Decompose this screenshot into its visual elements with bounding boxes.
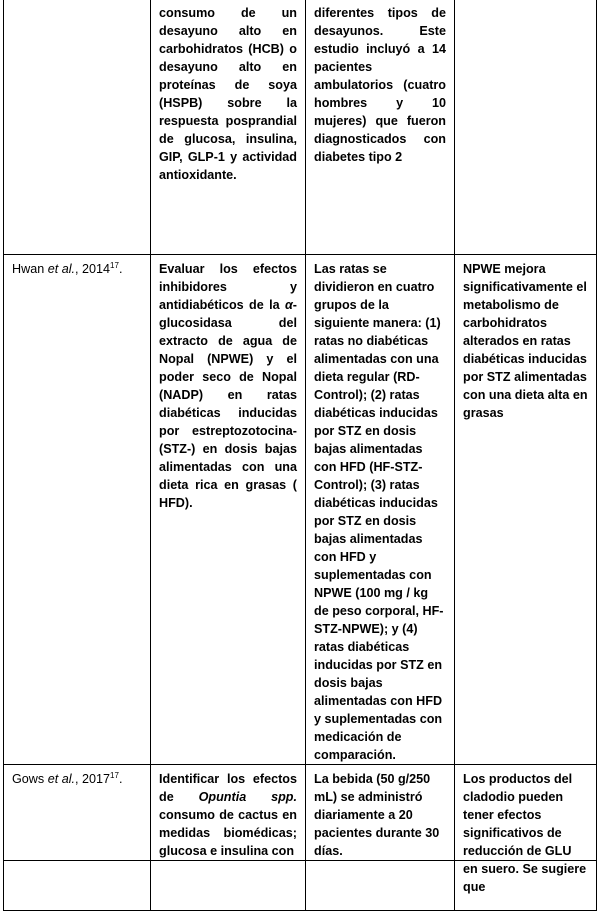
reference-cell bbox=[4, 0, 151, 255]
table-bottom-border bbox=[3, 860, 597, 861]
alpha-symbol: α bbox=[284, 298, 293, 312]
objective-text: Evaluar los efectos inhibidores y antidiabéticos de la bbox=[159, 262, 297, 312]
objective-cell: consumo de un desayuno alto en carbohidratos (HCB) o desayuno alto en proteínas de soya (HSPB) sobre la respuesta posprandial de glucosa, insulina, GIP, GLP-1 y actividad antioxidante. bbox=[151, 0, 306, 255]
table-row bbox=[4, 255, 597, 765]
results-cell bbox=[455, 0, 597, 255]
objective-cell bbox=[151, 255, 306, 765]
reference-etal: et al. bbox=[47, 772, 76, 786]
table-row bbox=[4, 765, 597, 911]
objective-text: consumo de cactus en medidas biomédicas; glucosa e insulina con bbox=[159, 808, 297, 858]
results-cell: Los productos del cladodio pueden tener efectos significativos de reducción de GLU en suero. Se sugiere que bbox=[455, 765, 597, 911]
reference-author: Hwan bbox=[12, 262, 45, 276]
reference-year: , 2014 bbox=[75, 262, 111, 276]
table-row bbox=[4, 0, 597, 255]
species-name: Opuntia spp. bbox=[198, 790, 297, 804]
objective-cell bbox=[151, 765, 306, 911]
method-cell: La bebida (50 g/250 mL) se administró diariamente a 20 pacientes durante 30 días. bbox=[306, 765, 455, 911]
reference-etal: et al. bbox=[47, 262, 76, 276]
reference-end: . bbox=[118, 772, 123, 786]
reference-author: Gows bbox=[12, 772, 45, 786]
reference-cell bbox=[4, 255, 151, 765]
study-table bbox=[3, 0, 597, 911]
reference-superscript: 17 bbox=[110, 260, 119, 270]
reference-end: . bbox=[118, 262, 123, 276]
reference-cell bbox=[4, 765, 151, 911]
objective-text: Identificar los efectos de bbox=[159, 772, 297, 804]
reference-superscript: 17 bbox=[110, 770, 119, 780]
objective-text: -glucosidasa del extracto de agua de Nopal (NPWE) y el poder seco de Nopal (NADP) en ratas diabéticas inducidas por estreptozotocina-(STZ-) en dosis bajas alimentadas con una dieta rica en grasas ( HFD). bbox=[159, 298, 297, 510]
method-cell: diferentes tipos de desayunos. Este estudio incluyó a 14 pacientes ambulatorios (cuatro hombres y 10 mujeres) que fueron diagnosticados con diabetes tipo 2 bbox=[306, 0, 455, 255]
method-cell: Las ratas se dividieron en cuatro grupos de la siguiente manera: (1) ratas no diabéticas alimentadas con una dieta regular (RD-Control); (2) ratas diabéticas inducidas por STZ en dosis bajas alimentadas con HFD (HF-STZ-Control); (3) ratas diabéticas inducidas por STZ en dosis bajas alimentadas con HFD y suplementadas con NPWE (100 mg / kg de peso corporal, HF-STZ-NPWE); y (4) ratas diabéticas inducidas por STZ en dosis bajas alimentadas con HFD y suplementadas con medicación de comparación. bbox=[306, 255, 455, 765]
results-cell: NPWE mejora significativamente el metabolismo de carbohidratos alterados en ratas diabéticas inducidas por STZ alimentadas con una dieta alta en grasas bbox=[455, 255, 597, 765]
reference-year: , 2017 bbox=[75, 772, 111, 786]
